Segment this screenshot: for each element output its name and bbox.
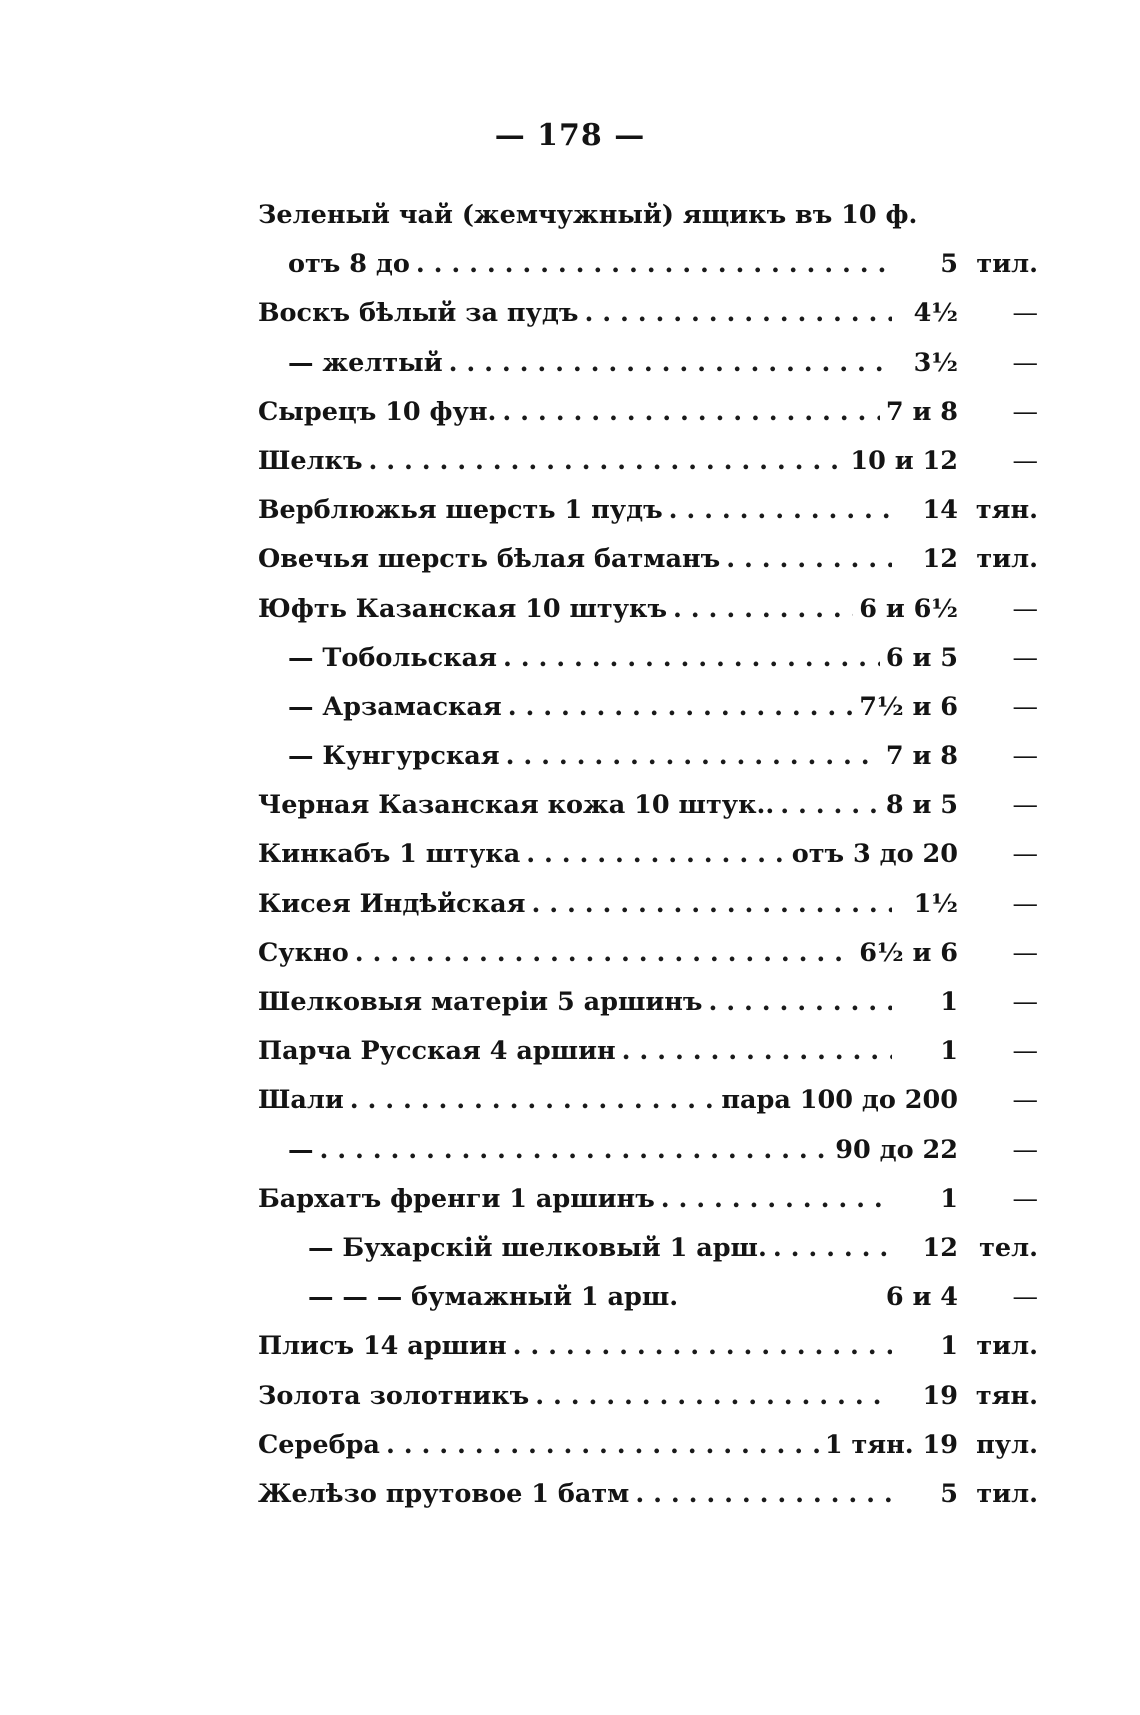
item-price: 4½ xyxy=(913,298,958,329)
item-name: Плисъ 14 аршин xyxy=(258,1331,507,1362)
price-list-row xyxy=(258,1135,1038,1184)
item-price: 12 xyxy=(922,544,958,575)
item-price: 90 до 22 xyxy=(835,1134,958,1165)
item-name: Шали xyxy=(258,1085,344,1116)
item-price: 12 xyxy=(922,1232,958,1263)
dot-leader xyxy=(502,397,879,427)
dot-leader xyxy=(350,1085,716,1115)
item-price: 10 и 12 xyxy=(850,445,958,476)
item-name: — Кунгурская xyxy=(288,741,500,772)
item-name: Воскъ бѣлый за пудъ xyxy=(258,298,579,329)
price-list-row xyxy=(258,249,1038,298)
item-unit: — xyxy=(1012,691,1038,722)
item-name: Золота золотникъ xyxy=(258,1380,530,1411)
item-name: Верблюжья шерсть 1 пудъ xyxy=(258,495,663,526)
item-name: Кисея Индѣйская xyxy=(258,888,526,919)
item-name: — Бухарскій шелковый 1 арш. xyxy=(308,1232,767,1263)
item-unit: — xyxy=(1012,790,1038,821)
item-name: Бархатъ френги 1 аршинъ xyxy=(258,1183,655,1214)
item-price: отъ 3 до 20 xyxy=(791,839,958,870)
item-name: Зеленый чай (жемчужный) ящикъ въ 10 ф. xyxy=(258,200,918,230)
item-price: 1 тян. 19 xyxy=(824,1429,958,1460)
price-list-row xyxy=(258,1381,1038,1430)
dot-leader xyxy=(506,741,880,771)
price-list-row xyxy=(258,938,1038,987)
dot-leader xyxy=(355,938,854,968)
item-unit: тил. xyxy=(976,1331,1038,1362)
item-price: 6 и 5 xyxy=(885,642,958,673)
item-price: 14 xyxy=(922,495,958,526)
item-name: Серебра xyxy=(258,1429,380,1460)
dot-leader xyxy=(669,495,892,525)
dot-leader xyxy=(320,1135,830,1165)
dot-leader xyxy=(513,1331,892,1361)
item-name: Юфть Казанская 10 штукъ xyxy=(258,593,668,624)
price-list-row xyxy=(258,1085,1038,1134)
price-list-row xyxy=(258,298,1038,347)
item-price: 7 и 8 xyxy=(885,396,958,427)
price-list-row xyxy=(258,1036,1038,1085)
price-list-row xyxy=(258,987,1038,1036)
price-list-row xyxy=(258,544,1038,593)
price-list-row xyxy=(258,1479,1038,1528)
item-unit: — xyxy=(1012,1134,1038,1165)
dot-leader xyxy=(773,1233,892,1263)
item-name: — Арзамаская xyxy=(288,691,502,722)
item-price: 8 и 5 xyxy=(885,790,958,821)
item-unit: — xyxy=(1012,741,1038,772)
item-price: 1½ xyxy=(913,888,958,919)
item-price: 6 и 6½ xyxy=(859,593,958,624)
item-unit: — xyxy=(1012,888,1038,919)
dot-leader xyxy=(449,348,892,378)
item-price: 5 xyxy=(940,249,958,280)
dot-leader xyxy=(635,1479,892,1509)
dot-leader xyxy=(726,544,892,574)
item-price: пара 100 до 200 xyxy=(721,1085,958,1116)
item-unit: — xyxy=(1012,347,1038,378)
item-unit: тил. xyxy=(976,1478,1038,1509)
dot-leader xyxy=(531,889,892,919)
dot-leader xyxy=(369,446,845,476)
item-unit: тил. xyxy=(976,544,1038,575)
price-list xyxy=(258,200,1038,1528)
item-price: 1 xyxy=(940,1183,958,1214)
item-name: Черная Казанская кожа 10 штук.. xyxy=(258,790,775,821)
item-unit: — xyxy=(1012,642,1038,673)
dot-leader xyxy=(535,1381,892,1411)
item-price: 1 xyxy=(940,1036,958,1067)
item-unit: — xyxy=(1012,445,1038,476)
item-name: Сырецъ 10 фун. xyxy=(258,396,497,427)
item-unit: тел. xyxy=(979,1232,1038,1263)
price-list-row xyxy=(258,1331,1038,1380)
item-price: 6 и 4 xyxy=(885,1282,958,1313)
item-name: — Тобольская xyxy=(288,642,497,673)
item-name: — xyxy=(288,1134,314,1165)
price-list-row xyxy=(258,741,1038,790)
item-name: Шелкъ xyxy=(258,445,363,476)
price-list-row xyxy=(258,839,1038,888)
item-unit: тил. xyxy=(976,249,1038,280)
item-name: Овечья шерсть бѣлая батманъ xyxy=(258,544,721,575)
dot-leader xyxy=(503,643,880,673)
item-unit: — xyxy=(1012,839,1038,870)
dot-leader xyxy=(416,249,892,279)
item-price: 5 xyxy=(940,1478,958,1509)
item-unit: — xyxy=(1012,1036,1038,1067)
price-list-row xyxy=(258,790,1038,839)
item-name: Кинкабъ 1 штука xyxy=(258,839,521,870)
item-price: 1 xyxy=(940,1331,958,1362)
item-name: Сукно xyxy=(258,937,349,968)
page-number: — 178 — xyxy=(494,118,646,153)
item-name: Парча Русская 4 аршин xyxy=(258,1036,616,1067)
price-list-row xyxy=(258,1430,1038,1479)
item-price: 6½ и 6 xyxy=(859,937,958,968)
price-list-row xyxy=(258,643,1038,692)
dot-leader xyxy=(508,692,853,722)
item-name: Шелковыя матеріи 5 аршинъ xyxy=(258,987,703,1017)
price-list-row xyxy=(258,200,1038,249)
price-list-row xyxy=(258,1233,1038,1282)
item-unit: — xyxy=(1012,593,1038,624)
item-unit: — xyxy=(1012,987,1038,1017)
dot-leader xyxy=(526,839,786,869)
item-unit: тян. xyxy=(975,495,1038,526)
price-list-row xyxy=(258,594,1038,643)
price-list-row xyxy=(258,446,1038,495)
price-list-row xyxy=(258,348,1038,397)
item-price: 19 xyxy=(922,1380,958,1411)
item-unit: — xyxy=(1012,298,1038,329)
item-unit: — xyxy=(1012,396,1038,427)
item-name: отъ 8 до xyxy=(288,249,410,280)
item-name: Желѣзо прутовое 1 батм xyxy=(258,1478,630,1509)
item-price: 7 и 8 xyxy=(885,741,958,772)
dot-leader xyxy=(780,790,880,820)
dot-leader xyxy=(622,1036,892,1066)
dot-leader xyxy=(708,987,892,1017)
dot-leader xyxy=(673,594,853,624)
price-list-row xyxy=(258,1282,1038,1331)
item-price: 1 xyxy=(940,987,958,1017)
item-unit: — xyxy=(1012,937,1038,968)
item-name: — — — бумажный 1 арш. xyxy=(308,1282,679,1313)
dot-leader xyxy=(661,1184,892,1214)
item-name: — желтый xyxy=(288,347,443,378)
item-unit: — xyxy=(1012,1282,1038,1313)
price-list-row xyxy=(258,397,1038,446)
dot-leader xyxy=(386,1430,819,1460)
price-list-row xyxy=(258,495,1038,544)
price-list-row xyxy=(258,1184,1038,1233)
item-unit: — xyxy=(1012,1085,1038,1116)
item-unit: — xyxy=(1012,1183,1038,1214)
item-unit: тян. xyxy=(975,1380,1038,1411)
item-price: 3½ xyxy=(913,347,958,378)
item-price: 7½ и 6 xyxy=(859,691,958,722)
price-list-row xyxy=(258,889,1038,938)
price-list-row xyxy=(258,692,1038,741)
dot-leader xyxy=(584,298,892,328)
item-unit: пул. xyxy=(976,1429,1038,1460)
